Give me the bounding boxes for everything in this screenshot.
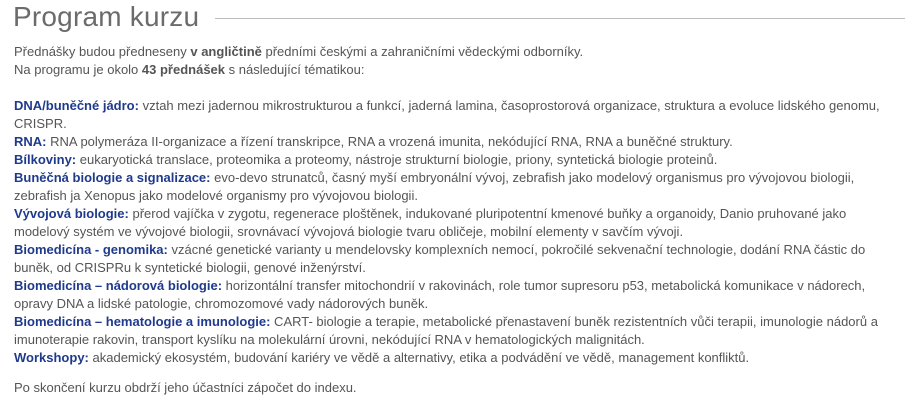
topic-name: Biomedicína – nádorová biologie:	[14, 278, 223, 293]
title-divider	[215, 18, 905, 19]
intro-line1-bold: v angličtině	[190, 44, 262, 59]
topic-item	[14, 349, 894, 367]
topic-text: horizontální transfer mitochondrií v rakovinách, role tumor supresoru p53, metabolická komunikace v nádorech, opravy DNA a lidské patologie, chromozomové vady nádorových buněk.	[14, 278, 866, 311]
intro-line2-post: s následující tématikou:	[225, 62, 365, 77]
topic-text: akademický ekosystém, budování kariéry ve vědě a alternativy, etika a podvádění ve vědě, management konfliktů.	[88, 350, 750, 365]
topic-text: RNA polymeráza II-organizace a řízení transkripce, RNA a vrozená imunita, nekódující RNA, RNA a buněčné struktury.	[46, 134, 733, 149]
topic-text: evo-devo strunatců, časný myší embryonální vývoj, zebrafish jako modelový organismus pro vývojovou biologii, zebrafish ja Xenopus jako modelové organismy pro vývojovou biologii.	[14, 170, 855, 203]
topic-item	[14, 241, 894, 277]
topic-name: Vývojová biologie:	[14, 206, 129, 221]
intro-line2-pre: Na programu je okolo	[14, 62, 142, 77]
topic-item	[14, 169, 894, 205]
topic-name: Biomedicína - genomika:	[14, 242, 168, 257]
topic-item	[14, 133, 894, 151]
topic-text: vzácné genetické varianty u mendelovsky komplexních nemocí, pokročilé sekvenační technologie, dodání RNA částic do buněk, od CRISPRu k syntetické biologii, genové inženýrství.	[14, 242, 866, 275]
topic-name: DNA/buněčné jádro:	[14, 98, 139, 113]
intro-paragraph	[14, 43, 894, 79]
topic-text: přerod vajíčka v zygotu, regenerace ploštěnek, indukované pluripotentní kmenové buňky a organoidy, Danio pruhované jako modelový systém ve vývojové biologii, srovnávací vývojová biologie tvaru obličeje, mobilní elementy v savčím vývoji.	[14, 206, 847, 239]
topic-name: Workshopy:	[14, 350, 89, 365]
topic-name: Bílkoviny:	[14, 152, 77, 167]
topic-text: eukaryotická translace, proteomika a proteomy, nástroje strukturní biologie, priony, syntetická biologie proteinů.	[76, 152, 718, 167]
topic-text: vztah mezi jadernou mikrostrukturou a funkcí, jaderná lamina, časoprostorová organizace, struktura a evoluce lidského genomu, CRISPR.	[14, 98, 880, 131]
topic-item	[14, 205, 894, 241]
intro-line2-bold: 43 přednášek	[141, 62, 226, 77]
page-title: Program kurzu	[13, 1, 200, 32]
topic-item	[14, 151, 894, 169]
topic-item	[14, 277, 894, 313]
topic-item	[14, 313, 894, 349]
intro-line1-post: předními českými a zahraničními vědeckými odborníky.	[261, 44, 584, 59]
topic-item	[14, 97, 894, 133]
topic-name: RNA:	[14, 134, 47, 149]
topic-text: CART- biologie a terapie, metabolické přenastavení buněk rezistentních vůči terapii, imunologie nádorů a imunoterapie rakovin, transport kyslíku na molekulární úrovni, nekódující RNA v hematologických malignitách.	[14, 314, 878, 347]
title-row	[13, 0, 905, 34]
outro-paragraph: Po skončení kurzu obdrží jeho účastníci zápočet do indexu.	[14, 380, 357, 395]
program-content	[14, 43, 894, 397]
topic-name: Biomedicína – hematologie a imunologie:	[14, 314, 271, 329]
topic-name: Buněčná biologie a signalizace:	[14, 170, 211, 185]
intro-line1-pre: Přednášky budou předneseny	[14, 44, 191, 59]
